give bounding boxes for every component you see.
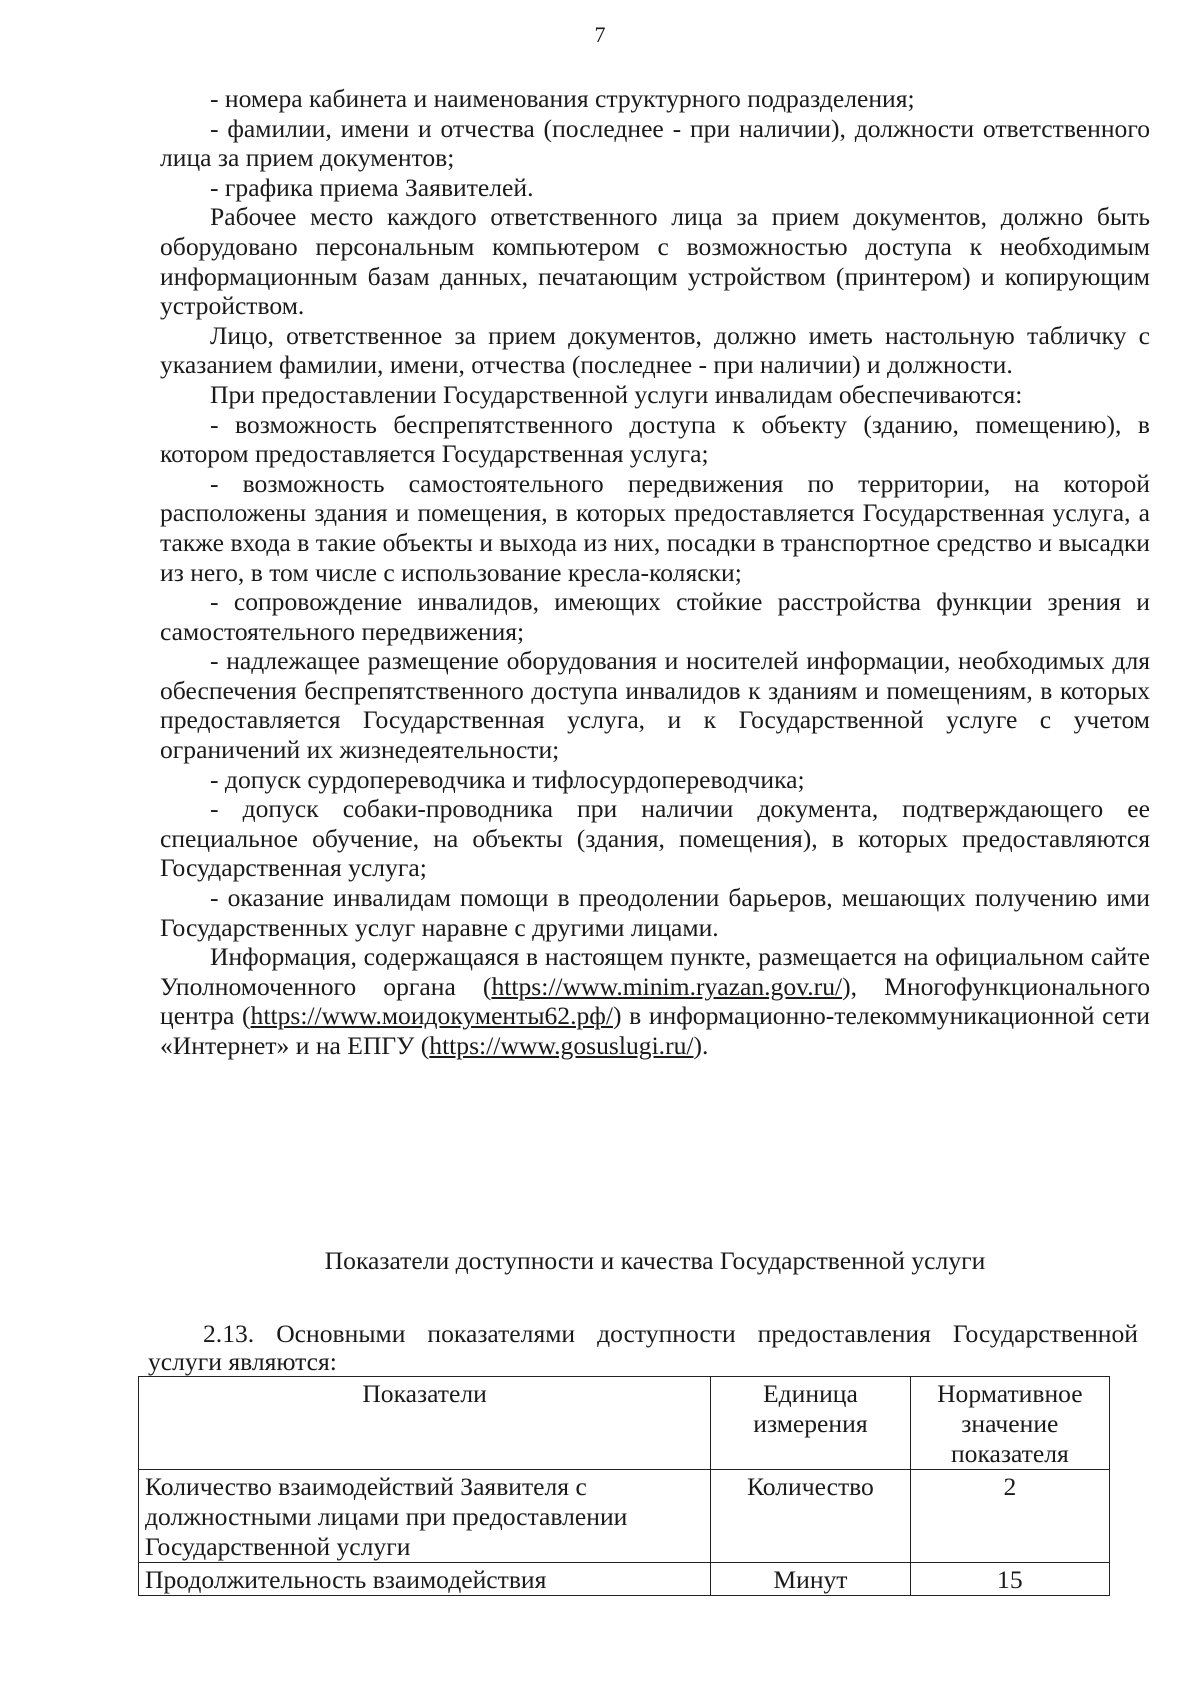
list-item: - возможность беспрепятственного доступа к объекту (зданию, помещению), в котором предоставляется Государственная услуга;	[160, 409, 1150, 469]
list-item: - номера кабинета и наименования структурного подразделения;	[210, 84, 915, 113]
section-heading: Показатели доступности и качества Государственной услуги	[324, 1246, 986, 1275]
info-text-part: ), Многофункционального центра (	[160, 971, 1150, 1031]
cell-unit: Количество	[711, 1470, 911, 1563]
table-header-row	[139, 1377, 1110, 1470]
cell-unit: Минут	[711, 1563, 911, 1596]
list-item: - фамилии, имени и отчества (последнее - при наличии), должности ответственного лица за прием документов;	[160, 113, 1150, 173]
page-number: 7	[594, 22, 606, 47]
list-item: - допуск сурдопереводчика и тифлосурдопереводчика;	[210, 764, 805, 794]
document-body	[160, 84, 1150, 1061]
cell-value: 15	[910, 1563, 1109, 1596]
paragraph-workplace: Рабочее место каждого ответственного лица за прием документов, должно быть оборудовано персональным компьютером с возможностью доступа к необходимым информационным базам данных, печатающим устройством (принтером) и копирующим устройством.	[160, 202, 1150, 321]
cell-indicator: Количество взаимодействий Заявителя с должностными лицами при предоставлении Государственной услуги	[139, 1470, 711, 1563]
indicators-table	[138, 1376, 1110, 1596]
cell-value: 2	[910, 1470, 1109, 1563]
info-text-part: Информация, содержащаяся в настоящем пункте, размещается на официальном сайте Уполномоченного органа (	[160, 942, 1150, 1001]
list-item: - сопровождение инвалидов, имеющих стойкие расстройства функции зрения и самостоятельного передвижения;	[160, 587, 1150, 646]
gosuslugi-link[interactable]: https://www.gosuslugi.ru/	[429, 1031, 694, 1060]
header-unit: Единица измерения	[711, 1377, 911, 1470]
list-item: - графика приема Заявителей.	[210, 172, 534, 202]
authority-site-link[interactable]: https://www.minim.ryazan.gov.ru/	[491, 971, 843, 1001]
list-item: - возможность самостоятельного передвижения по территории, на которой расположены здания и помещения, в которых предоставляется Государственная услуга, а также входа в такие объекты и выхода из них, посадки в транспортное средство и высадки из него, в том числе с использование кресла-коляски;	[160, 468, 1150, 587]
mfc-site-link[interactable]: https://www.моидокументы62.рф/	[250, 1001, 613, 1031]
info-text-part: ).	[693, 1031, 709, 1060]
cell-indicator: Продолжительность взаимодействия	[139, 1563, 711, 1596]
section-intro: 2.13. Основными показателями доступности предоставления Государственной услуги являются:	[148, 1319, 1138, 1376]
table-row	[139, 1563, 1110, 1596]
list-item: - допуск собаки-проводника при наличии документа, подтверждающего ее специальное обучение, на объекты (здания, помещения), в которых предоставляются Государственная услуга;	[160, 794, 1150, 883]
header-value: Нормативное значение показателя	[910, 1377, 1109, 1470]
paragraph-name-plate: Лицо, ответственное за прием документов, должно иметь настольную табличку с указанием фамилии, имени, отчества (последнее - при наличии) и должности.	[160, 320, 1150, 380]
table-row	[139, 1470, 1110, 1563]
info-text-part: ) в информационно-телекоммуникационной сети «Интернет» и на ЕПГУ (	[160, 1001, 1150, 1060]
paragraph-information-placement	[160, 942, 1150, 1060]
list-item: - надлежащее размещение оборудования и носителей информации, необходимых для обеспечения беспрепятственного доступа инвалидов к зданиям и помещениям, в которых предоставляется Государственная услуга, и к Государственной услуге с учетом ограничений их жизнедеятельности;	[160, 646, 1150, 765]
list-item: - оказание инвалидам помощи в преодолении барьеров, мешающих получению ими Государственных услуг наравне с другими лицами.	[160, 883, 1150, 942]
paragraph-disabled-provision: При предоставлении Государственной услуги инвалидам обеспечиваются:	[210, 379, 1023, 409]
header-indicator: Показатели	[139, 1377, 711, 1470]
